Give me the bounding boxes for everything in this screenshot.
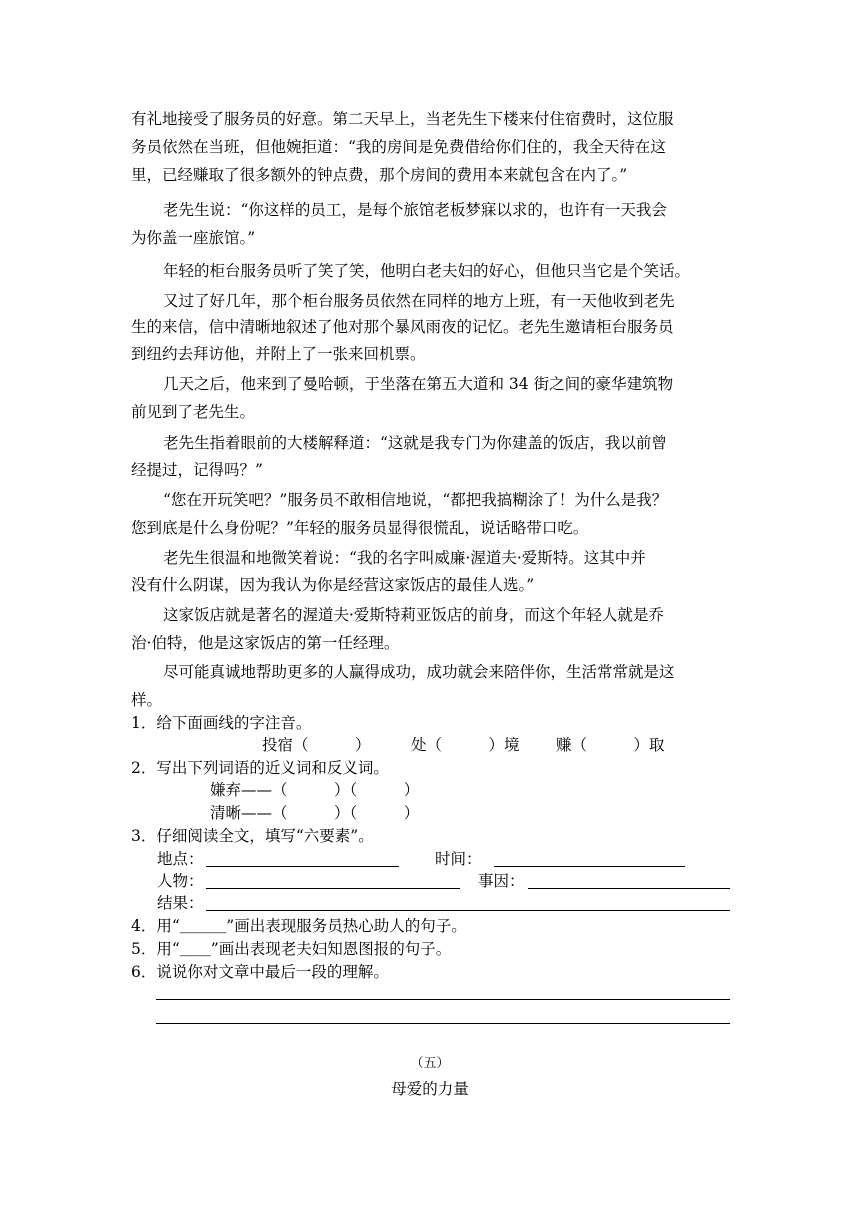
section-number: （五） [410,1056,450,1071]
passage-line: 为你盖一座旅馆。” [131,229,256,247]
passage-line: 这家饭店就是著名的渥道夫·爱斯特莉亚饭店的前身，而这个年轻人就是乔 [163,606,664,624]
answer-line-1[interactable] [156,999,730,1000]
time-answer-line[interactable] [494,866,685,867]
passage-line: “您在开玩笑吧？”服务员不敢相信地说，“都把我搞糊涂了！为什么是我？ [163,491,668,509]
passage-line: 务员依然在当班，但他婉拒道：“我的房间是免费借给你们住的，我全天待在这 [131,138,666,156]
passage-line: 治·伯特，他是这家饭店的第一任经理。 [131,634,400,652]
passage-line: 前见到了老先生。 [131,403,256,421]
word-blank-2[interactable]: 清晰——（ ）（ ） [210,804,420,822]
place-answer-line[interactable] [206,866,399,867]
passage-line: 老先生很温和地微笑着说：“我的名字叫威廉·渥道夫·爱斯特。这其中并 [163,549,646,567]
pinyin-blank-2[interactable]: 处（ ）境 [411,736,520,754]
passage-line: 样。 [131,691,163,709]
passage-line: 老先生说：“你这样的员工，是每个旅馆老板梦寐以求的，也许有一天我会 [163,201,667,219]
passage-line: 生的来信，信中清晰地叙述了他对那个暴风雨夜的记忆。老先生邀请柜台服务员 [131,318,674,336]
person-answer-line[interactable] [206,888,460,889]
passage-line: 有礼地接受了服务员的好意。第二天早上，当老先生下楼来付住宿费时，这位服 [131,110,674,128]
result-label: 结果： [157,894,204,912]
word-blank-1[interactable]: 嫌弃——（ ）（ ） [210,781,420,799]
question-1: 1．给下面画线的字注音。 [131,714,312,732]
question-4: 4．用“＿＿＿”画出表现服务员热心助人的句子。 [131,917,467,935]
place-label: 地点： [157,850,204,868]
pinyin-blank-3[interactable]: 赚（ ）取 [556,736,665,754]
passage-line: 又过了好几年，那个柜台服务员依然在同样的地方上班，有一天他收到老先 [163,292,675,310]
passage-line: 经提过，记得吗？” [131,461,263,479]
passage-line: 您到底是什么身份呢？”年轻的服务员显得很慌乱，说话略带口吃。 [131,519,589,537]
passage-line: 里，已经赚取了很多额外的钟点费，那个房间的费用本来就包含在内了。” [131,166,628,184]
passage-line: 年轻的柜台服务员听了笑了笑，他明白老夫妇的好心，但他只当它是个笑话。 [163,262,691,280]
question-2: 2．写出下列词语的近义词和反义词。 [131,759,389,777]
passage-line: 到纽约去拜访他，并附上了一张来回机票。 [131,345,426,363]
person-label: 人物： [157,872,204,890]
pinyin-blank-1[interactable]: 投宿（ ） [262,736,371,754]
section-title: 母爱的力量 [391,1080,469,1098]
result-answer-line[interactable] [206,910,730,911]
answer-line-2[interactable] [156,1023,730,1024]
question-6: 6．说说你对文章中最后一段的理解。 [131,963,389,981]
passage-line: 几天之后，他来到了曼哈顿，于坐落在第五大道和 34 街之间的豪华建筑物 [163,375,674,393]
time-label: 时间： [435,850,482,868]
cause-label: 事因： [478,872,525,890]
passage-line: 尽可能真诚地帮助更多的人赢得成功，成功就会来陪伴你，生活常常就是这 [163,663,675,681]
passage-line: 老先生指着眼前的大楼解释道：“这就是我专门为你建盖的饭店，我以前曾 [163,434,667,452]
passage-line: 没有什么阴谋，因为我认为你是经营这家饭店的最佳人选。” [131,576,535,594]
question-5: 5．用“＿＿”画出表现老夫妇知恩图报的句子。 [131,940,452,958]
question-3: 3．仔细阅读全文，填写“六要素”。 [131,827,374,845]
cause-answer-line[interactable] [528,888,730,889]
